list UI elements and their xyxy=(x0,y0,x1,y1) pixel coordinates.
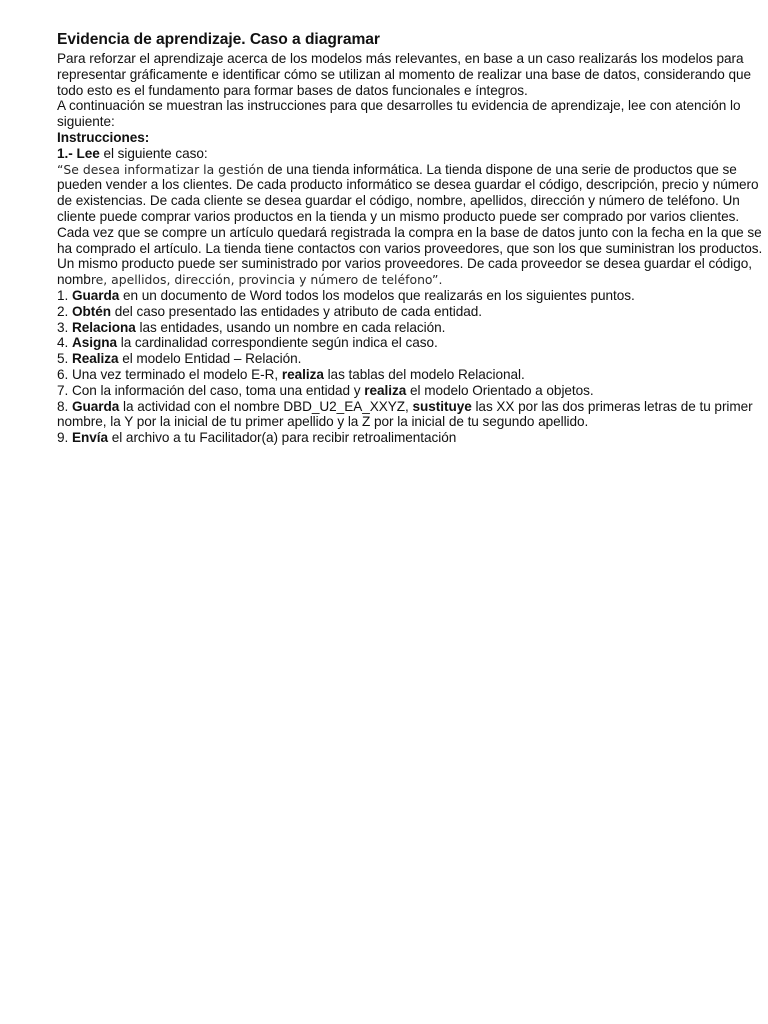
step-1-text: el siguiente caso: xyxy=(99,145,208,161)
step-text: las entidades, usando un nombre en cada relación. xyxy=(135,319,446,335)
step-text: el modelo Orientado a objetos. xyxy=(406,382,594,398)
instructions-heading: Instrucciones: xyxy=(57,129,150,145)
step-verb: Obtén xyxy=(71,303,111,319)
step-number: 7. Con la información del caso, toma una entidad y xyxy=(57,382,365,398)
step-verb: Guarda xyxy=(71,287,120,303)
step-item xyxy=(57,288,768,304)
step-number: 3. xyxy=(57,319,72,335)
case-quote-open: “Se desea informatizar la gestión xyxy=(57,161,264,177)
step-verb: Guarda xyxy=(71,398,120,414)
step-verb-2: sustituye xyxy=(412,398,472,414)
step-text: las tablas del modelo Relacional. xyxy=(323,366,525,382)
step-number: 9. xyxy=(57,430,72,446)
step-number: 6. Una vez terminado el modelo E-R, xyxy=(57,366,282,382)
step-text: la actividad con el nombre DBD_U2_EA_XXYZ, xyxy=(119,398,413,414)
step-verb: Envía xyxy=(71,430,108,446)
step-verb: Asigna xyxy=(71,335,117,351)
step-text: del caso presentado las entidades y atributo de cada entidad. xyxy=(111,303,482,319)
intro-paragraph-2: A continuación se muestran las instrucciones para que desarrolles tu evidencia de aprendizaje, lee con atención lo siguiente: xyxy=(57,98,741,130)
step-text: el modelo Entidad – Relación. xyxy=(118,351,302,367)
case-paragraph xyxy=(57,162,768,288)
step-verb: Realiza xyxy=(71,351,119,367)
step-item xyxy=(57,351,768,367)
step-number: 5. xyxy=(57,351,72,367)
step-1-bold: 1.- Lee xyxy=(57,145,100,161)
step-text: el archivo a tu Facilitador(a) para recibir retroalimentación xyxy=(108,430,457,446)
step-verb: realiza xyxy=(281,366,324,382)
step-item xyxy=(57,383,768,399)
step-item xyxy=(57,399,768,431)
document-body xyxy=(57,31,768,446)
step-item xyxy=(57,367,768,383)
step-number: 2. xyxy=(57,303,72,319)
page-title: Evidencia de aprendizaje. Caso a diagramar xyxy=(57,31,380,48)
step-item xyxy=(57,430,768,446)
step-text: en un documento de Word todos los modelos que realizarás en los siguientes puntos. xyxy=(119,287,635,303)
intro-paragraph: Para reforzar el aprendizaje acerca de los modelos más relevantes, en base a un caso realizarás los modelos para representar gráficamente e identificar cómo se utilizan al momento de realizar una base de datos, considerando que todo esto es el fundamento para formar bases de datos funcionales e íntegros. xyxy=(57,51,752,98)
step-verb: realiza xyxy=(364,382,407,398)
step-item xyxy=(57,320,768,336)
case-body: de una tienda informática. La tienda dispone de una serie de productos que se pueden vender a los clientes. De cada producto informático se desea guardar el código, descripción, precio y número de existencias. De cada cliente se desea guardar el código, nombre, apellidos, dirección y número de teléfono. Un cliente puede comprar varios productos en la tienda y un mismo producto puede ser comprado por varios clientes. Cada vez que se compre un artículo quedará registrada la compra en la base de datos junto con la fecha en la que se ha comprado el artículo. La tienda tiene contactos con varios proveedores, que son los que suministran los productos. Un mismo producto puede ser suministrado por varios proveedores. De cada proveedor se desea guardar el código, nomb xyxy=(57,161,763,288)
step-number: 4. xyxy=(57,335,72,351)
step-item xyxy=(57,304,768,320)
step-verb: Relaciona xyxy=(71,319,136,335)
step-text-2: las XX por las dos primeras letras de tu primer nombre, la Y por la inicial de tu primer apellido y la Z por la inicial de tu segundo apellido. xyxy=(57,398,753,430)
step-1-line xyxy=(57,146,768,162)
step-number: 8. xyxy=(57,398,72,414)
case-quote-close: re, apellidos, dirección, provincia y número de teléfono”. xyxy=(90,272,443,288)
step-item xyxy=(57,335,768,351)
step-text: la cardinalidad correspondiente según indica el caso. xyxy=(117,335,438,351)
step-number: 1. xyxy=(57,287,72,303)
